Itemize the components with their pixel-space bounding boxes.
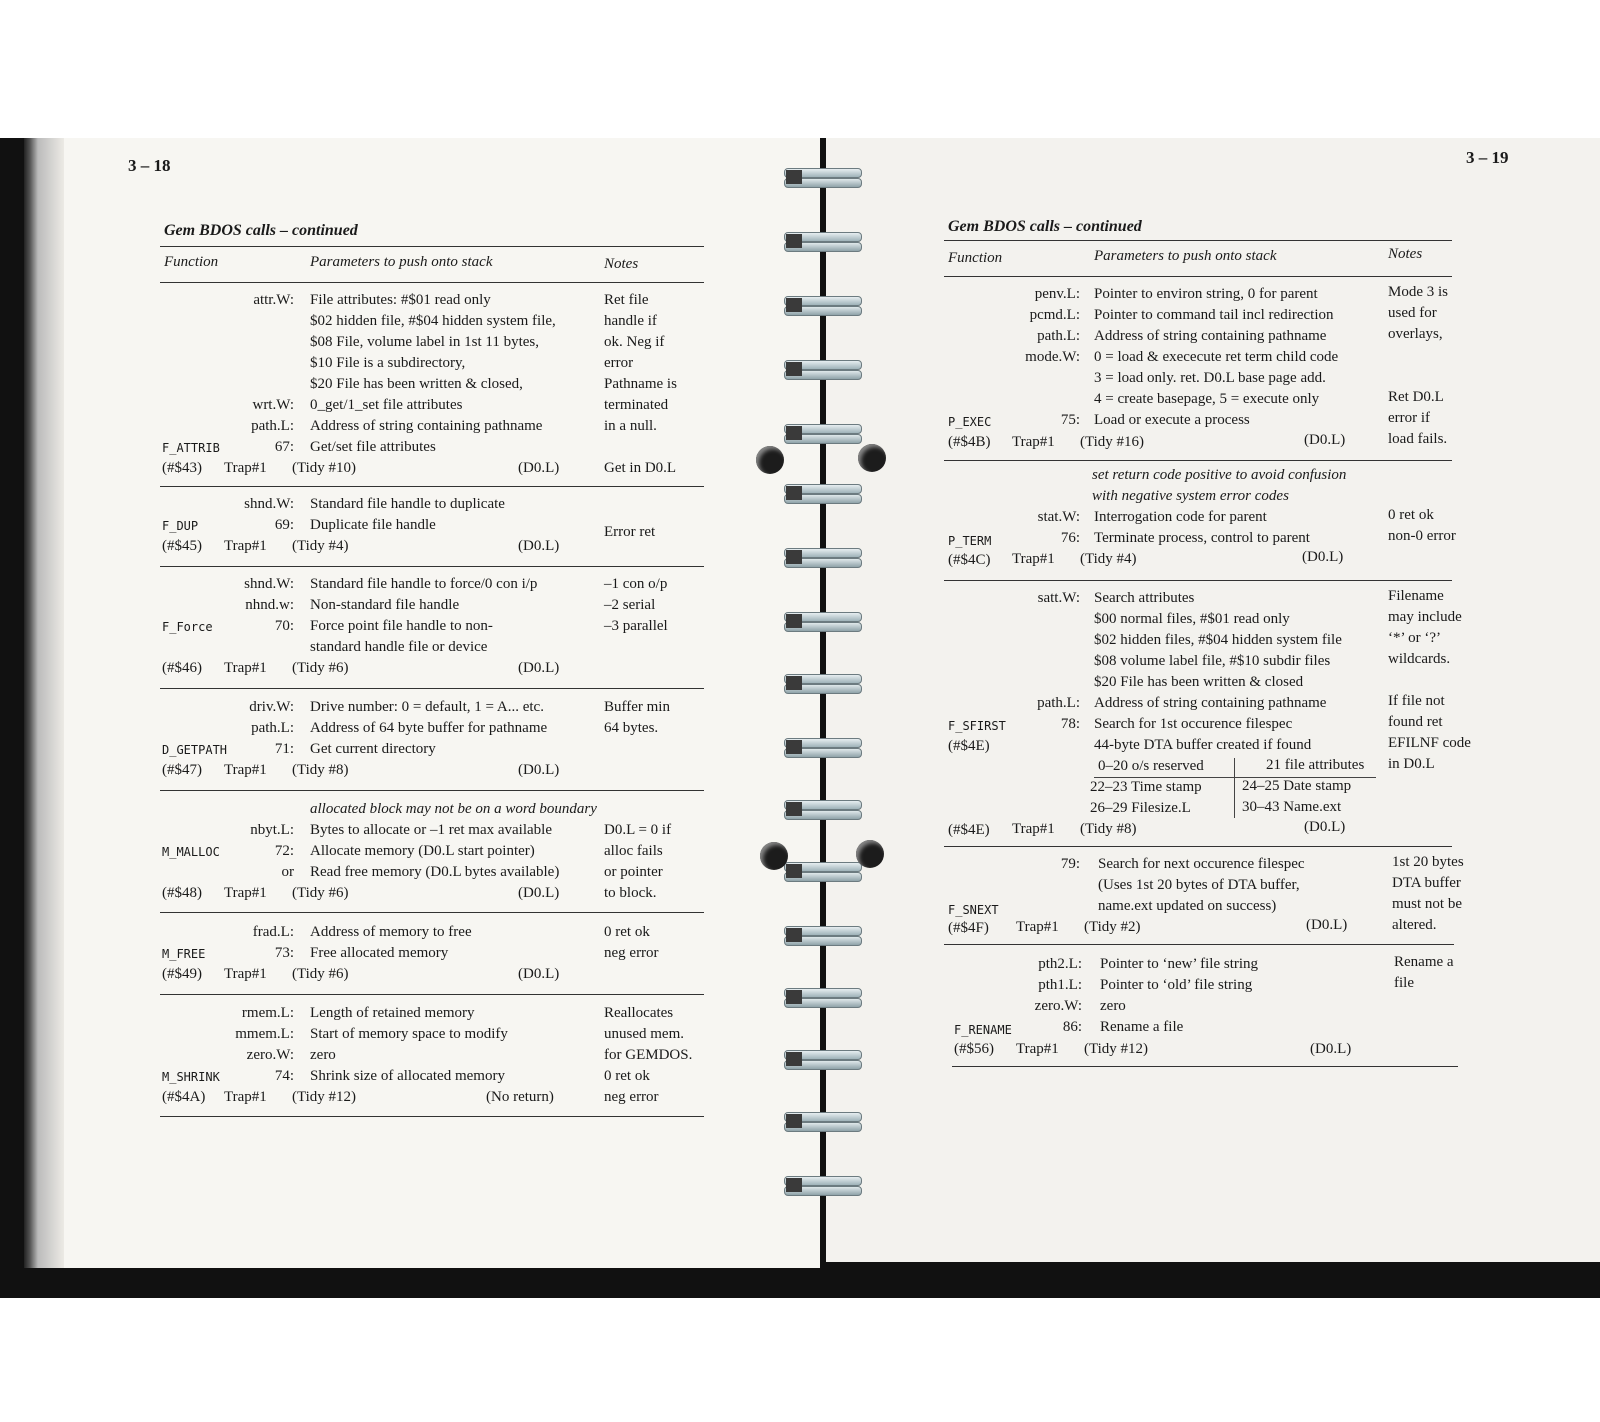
return-reg: (D0.L) [518,460,560,476]
remark-text: set return code positive to avoid confusion [1092,467,1347,483]
param-label: wrt.W: [252,397,294,413]
function-name: F_DUP [162,519,199,533]
note-text: Rename a [1394,954,1454,970]
tidy-label: (Tidy #12) [1084,1041,1149,1057]
note-text: If file not [1388,693,1445,709]
note-text: terminated [604,397,669,413]
page-edge [24,138,64,1268]
opcode-hex: (#$56) [954,1041,994,1057]
note-text: overlays, [1388,326,1443,342]
dta-cell: 0–20 o/s reserved [1098,758,1204,774]
divider [160,790,704,791]
opcode-hex: (#$4C) [948,552,991,568]
section-title: Gem BDOS calls – continued [948,218,1142,235]
binding-coil [784,482,860,504]
binding-coil [784,358,860,380]
header-notes: Notes [604,256,639,272]
header-notes: Notes [1388,246,1423,262]
left-page [24,138,820,1268]
binder-hole [756,446,784,474]
note-text: file [1394,975,1414,991]
trap-label: Trap#1 [1016,1041,1059,1057]
note-text: Mode 3 is [1388,284,1448,300]
return-reg: (D0.L) [518,538,560,554]
function-name: F_RENAME [954,1023,1012,1037]
divider [160,994,704,995]
opcode-number: 72: [274,843,294,859]
divider [944,240,1452,241]
trap-label: Trap#1 [224,762,267,778]
param-label: zero.W: [1034,998,1082,1014]
binding-coil [784,610,860,632]
param-label: pcmd.L: [1029,307,1080,323]
note-text: –2 serial [604,597,656,613]
param-desc: zero [1100,998,1126,1014]
tidy-label: (Tidy #4) [1080,551,1137,567]
note-text: Pathname is [604,376,677,392]
note-text: found ret [1388,714,1443,730]
param-desc: Address of string containing pathname [1094,695,1327,711]
param-desc: Pointer to environ string, 0 for parent [1094,286,1318,302]
function-desc: (Uses 1st 20 bytes of DTA buffer, [1098,877,1300,893]
param-desc: $08 volume label file, #$10 subdir files [1094,653,1331,669]
param-desc: Drive number: 0 = default, 1 = A... etc. [310,699,544,715]
divider [944,944,1454,945]
param-desc: Bytes to allocate or –1 ret max available [310,822,552,838]
note-text: DTA buffer [1392,875,1461,891]
binding-coil [784,1174,860,1196]
param-desc: $20 File has been written & closed [1094,674,1304,690]
divider [944,846,1452,847]
param-desc: Search attributes [1094,590,1195,606]
trap-label: Trap#1 [224,460,267,476]
page-number: 3 – 19 [1466,148,1509,167]
divider [160,912,704,913]
trap-label: Trap#1 [1016,919,1059,935]
note-text: Reallocates [604,1005,674,1021]
note-text: 0 ret ok [604,924,650,940]
param-desc: 0 = load & exececute ret term child code [1094,349,1339,365]
note-text: to block. [604,885,657,901]
param-label: satt.W: [1037,590,1080,606]
note-text: may include [1388,609,1462,625]
param-label: stat.W: [1037,509,1080,525]
function-desc: Search for next occurence filespec [1098,856,1305,872]
note-text: ok. Neg if [604,334,665,350]
binding-coil [784,798,860,820]
trap-label: Trap#1 [224,660,267,676]
dta-desc: 44-byte DTA buffer created if found [1094,737,1312,753]
remark-text: allocated block may not be on a word boundary [310,801,597,817]
function-desc: Get/set file attributes [310,439,436,455]
note-text: Buffer min [604,699,670,715]
header-function: Function [948,250,1003,266]
or-label: or [281,864,294,880]
note-text: or pointer [604,864,663,880]
header-params: Parameters to push onto stack [310,254,493,270]
param-label: rmem.L: [241,1005,294,1021]
opcode-hex: (#$49) [162,966,202,982]
opcode-hex: (#$48) [162,885,202,901]
tidy-label: (Tidy #6) [292,966,349,982]
opcode-number: 67: [274,439,294,455]
opcode-hex: (#$4E) [948,822,990,838]
param-label: zero.W: [246,1047,294,1063]
divider [160,282,704,283]
param-label: frad.L: [252,924,294,940]
param-label: pth2.L: [1038,956,1082,972]
note-text: for GEMDOS. [604,1047,693,1063]
param-label: driv.W: [249,699,294,715]
note-text: in D0.L [1388,756,1435,772]
return-reg: (D0.L) [1310,1041,1352,1057]
function-name: D_GETPATH [162,743,228,757]
divider [944,276,1452,277]
binding-coil [784,860,860,882]
note-text: –1 con o/p [604,576,668,592]
param-desc: Pointer to ‘old’ file string [1100,977,1253,993]
divider [160,688,704,689]
param-desc: $20 File has been written & closed, [310,376,523,392]
dta-cell: 24–25 Date stamp [1242,778,1352,794]
trap-label: Trap#1 [224,966,267,982]
param-desc: 4 = create basepage, 5 = execute only [1094,391,1320,407]
opcode-number: 69: [274,517,294,533]
function-name: F_ATTRIB [162,441,220,455]
note-text: Ret file [604,292,649,308]
opcode-number: 86: [1062,1019,1082,1035]
param-desc: Standard file handle to duplicate [310,496,505,512]
divider [160,566,704,567]
param-desc: Address of string containing pathname [1094,328,1327,344]
remark-text: with negative system error codes [1092,488,1289,504]
opcode-number: 79: [1060,856,1080,872]
binding-coil [784,672,860,694]
return-reg: (D0.L) [518,885,560,901]
spiral-binding [784,138,874,1298]
function-desc: Read free memory (D0.L bytes available) [310,864,560,880]
function-desc: Terminate process, control to parent [1094,530,1310,546]
param-label: shnd.W: [244,576,294,592]
param-label: shnd.W: [244,496,294,512]
binding-coil [784,924,860,946]
param-desc: $08 File, volume label in 1st 11 bytes, [310,334,540,350]
opcode-number: 70: [274,618,294,634]
tidy-label: (Tidy #10) [292,460,357,476]
param-label: mmem.L: [235,1026,294,1042]
param-desc: Address of string containing pathname [310,418,543,434]
function-desc: Allocate memory (D0.L start pointer) [310,843,535,859]
param-desc: zero [310,1047,336,1063]
function-name: F_SNEXT [948,903,999,917]
function-name: M_FREE [162,947,206,961]
note-text: Error ret [604,524,656,540]
divider [944,580,1452,581]
note-text: ‘*’ or ‘?’ [1388,630,1442,646]
trap-label: Trap#1 [224,1089,267,1105]
function-desc: Free allocated memory [310,945,449,961]
function-name: P_TERM [948,534,992,548]
note-text: load fails. [1388,431,1448,447]
note-text: 0 ret ok [1388,507,1434,523]
tidy-label: (Tidy #4) [292,538,349,554]
binder-hole [858,444,886,472]
note-text: wildcards. [1388,651,1451,667]
note-text: 0 ret ok [604,1068,650,1084]
opcode-hex: (#$4A) [162,1089,206,1105]
function-desc: Duplicate file handle [310,517,436,533]
function-name: P_EXEC [948,415,992,429]
param-desc: Standard file handle to force/0 con i/p [310,576,538,592]
note-text: used for [1388,305,1437,321]
note-text: Get in D0.L [604,460,677,476]
param-label: path.L: [1037,695,1080,711]
page-number: 3 – 18 [128,156,171,175]
param-label: nbyt.L: [250,822,294,838]
trap-label: Trap#1 [224,538,267,554]
divider [160,1116,704,1117]
return-reg: (D0.L) [1304,819,1346,835]
param-desc: $10 File is a subdirectory, [310,355,466,371]
binder-hole [856,840,884,868]
param-label: path.L: [1037,328,1080,344]
function-desc: Search for 1st occurence filespec [1094,716,1293,732]
header-function: Function [164,254,219,270]
dta-cell: 22–23 Time stamp [1090,779,1202,795]
opcode-hex: (#$46) [162,660,202,676]
return-reg: (D0.L) [518,762,560,778]
return-reg: (D0.L) [1304,432,1346,448]
right-page [826,138,1600,1262]
binding-coil [784,166,860,188]
note-text: must not be [1392,896,1462,912]
divider [944,460,1452,461]
binding-coil [784,422,860,444]
opcode-number: 76: [1060,530,1080,546]
dta-cell: 30–43 Name.ext [1242,799,1342,815]
binding-coil [784,546,860,568]
trap-label: Trap#1 [1012,434,1055,450]
tidy-label: (Tidy #6) [292,885,349,901]
opcode-number: 71: [274,741,294,757]
tidy-label: (Tidy #8) [1080,821,1137,837]
opcode-number: 74: [274,1068,294,1084]
function-desc: name.ext updated on success) [1098,898,1277,914]
tidy-label: (Tidy #12) [292,1089,357,1105]
book-spread [0,138,1600,1298]
note-text: non-0 error [1388,528,1456,544]
note-text: 1st 20 bytes [1392,854,1464,870]
dta-cell: 26–29 Filesize.L [1090,800,1191,816]
divider [160,486,704,487]
param-desc: Non-standard file handle [310,597,460,613]
param-desc: Address of 64 byte buffer for pathname [310,720,548,736]
param-desc: Interrogation code for parent [1094,509,1267,525]
return-reg: (D0.L) [518,966,560,982]
note-text: unused mem. [604,1026,684,1042]
note-text: –3 parallel [604,618,668,634]
tidy-label: (Tidy #6) [292,660,349,676]
binding-coil [784,1048,860,1070]
return-reg: (D0.L) [518,660,560,676]
function-name: F_SFIRST [948,719,1006,733]
trap-label: Trap#1 [224,885,267,901]
binding-coil [784,736,860,758]
param-label: pth1.L: [1038,977,1082,993]
param-desc: Address of memory to free [310,924,472,940]
param-label: penv.L: [1034,286,1080,302]
function-name: F_Force [162,620,213,634]
param-desc: Pointer to command tail incl redirection [1094,307,1334,323]
trap-label: Trap#1 [1012,551,1055,567]
param-desc: File attributes: #$01 read only [310,292,491,308]
param-desc: Pointer to ‘new’ file string [1100,956,1259,972]
note-text: neg error [604,945,659,961]
param-label: attr.W: [253,292,294,308]
binding-coil [784,230,860,252]
param-desc: 0_get/1_set file attributes [310,397,463,413]
binding-coil [784,1110,860,1132]
note-text: in a null. [604,418,657,434]
param-label: mode.W: [1025,349,1080,365]
header-params: Parameters to push onto stack [1094,248,1277,264]
function-name: M_SHRINK [162,1070,220,1084]
note-text: alloc fails [604,843,663,859]
note-text: Filename [1388,588,1444,604]
dta-cell: 21 file attributes [1266,757,1365,773]
function-desc: Force point file handle to non- [310,618,493,634]
binding-coil [784,294,860,316]
tidy-label: (Tidy #8) [292,762,349,778]
note-text: altered. [1392,917,1437,933]
note-text: 64 bytes. [604,720,659,736]
note-text: neg error [604,1089,659,1105]
opcode-number: 73: [274,945,294,961]
opcode-hex: (#$4E) [948,738,990,754]
note-text: handle if [604,313,657,329]
opcode-number: 75: [1060,412,1080,428]
note-text: D0.L = 0 if [604,822,672,838]
note-text: error [604,355,634,371]
function-desc: Load or execute a process [1094,412,1250,428]
opcode-hex: (#$43) [162,460,202,476]
param-label: path.L: [251,418,294,434]
opcode-hex: (#$45) [162,538,202,554]
divider [160,246,704,247]
param-label: path.L: [251,720,294,736]
note-text: Ret D0.L [1388,389,1444,405]
function-desc: Get current directory [310,741,436,757]
divider [952,1066,1458,1067]
opcode-hex: (#$4B) [948,434,991,450]
param-desc: $00 normal files, #$01 read only [1094,611,1290,627]
opcode-hex: (#$4F) [948,920,989,936]
opcode-hex: (#$47) [162,762,202,778]
param-desc: 3 = load only. ret. D0.L base page add. [1094,370,1326,386]
table-divider [1234,758,1235,818]
param-desc: $02 hidden file, #$04 hidden system file, [310,313,556,329]
return-reg: (D0.L) [1306,917,1348,933]
param-label: nhnd.w: [245,597,294,613]
return-reg: (D0.L) [1302,549,1344,565]
trap-label: Trap#1 [1012,821,1055,837]
tidy-label: (Tidy #16) [1080,434,1145,450]
param-desc: Length of retained memory [310,1005,475,1021]
function-name: M_MALLOC [162,845,220,859]
note-text: EFILNF code [1388,735,1471,751]
note-text: error if [1388,410,1431,426]
binder-hole [760,842,788,870]
param-desc: $02 hidden files, #$04 hidden system file [1094,632,1342,648]
function-desc: standard handle file or device [310,639,488,655]
function-desc: Rename a file [1100,1019,1184,1035]
binding-coil [784,986,860,1008]
return-reg: (No return) [486,1089,554,1105]
param-desc: Start of memory space to modify [310,1026,508,1042]
opcode-number: 78: [1060,716,1080,732]
dta-table [1090,756,1376,820]
tidy-label: (Tidy #2) [1084,919,1141,935]
function-desc: Shrink size of allocated memory [310,1068,505,1084]
section-title: Gem BDOS calls – continued [164,222,358,239]
